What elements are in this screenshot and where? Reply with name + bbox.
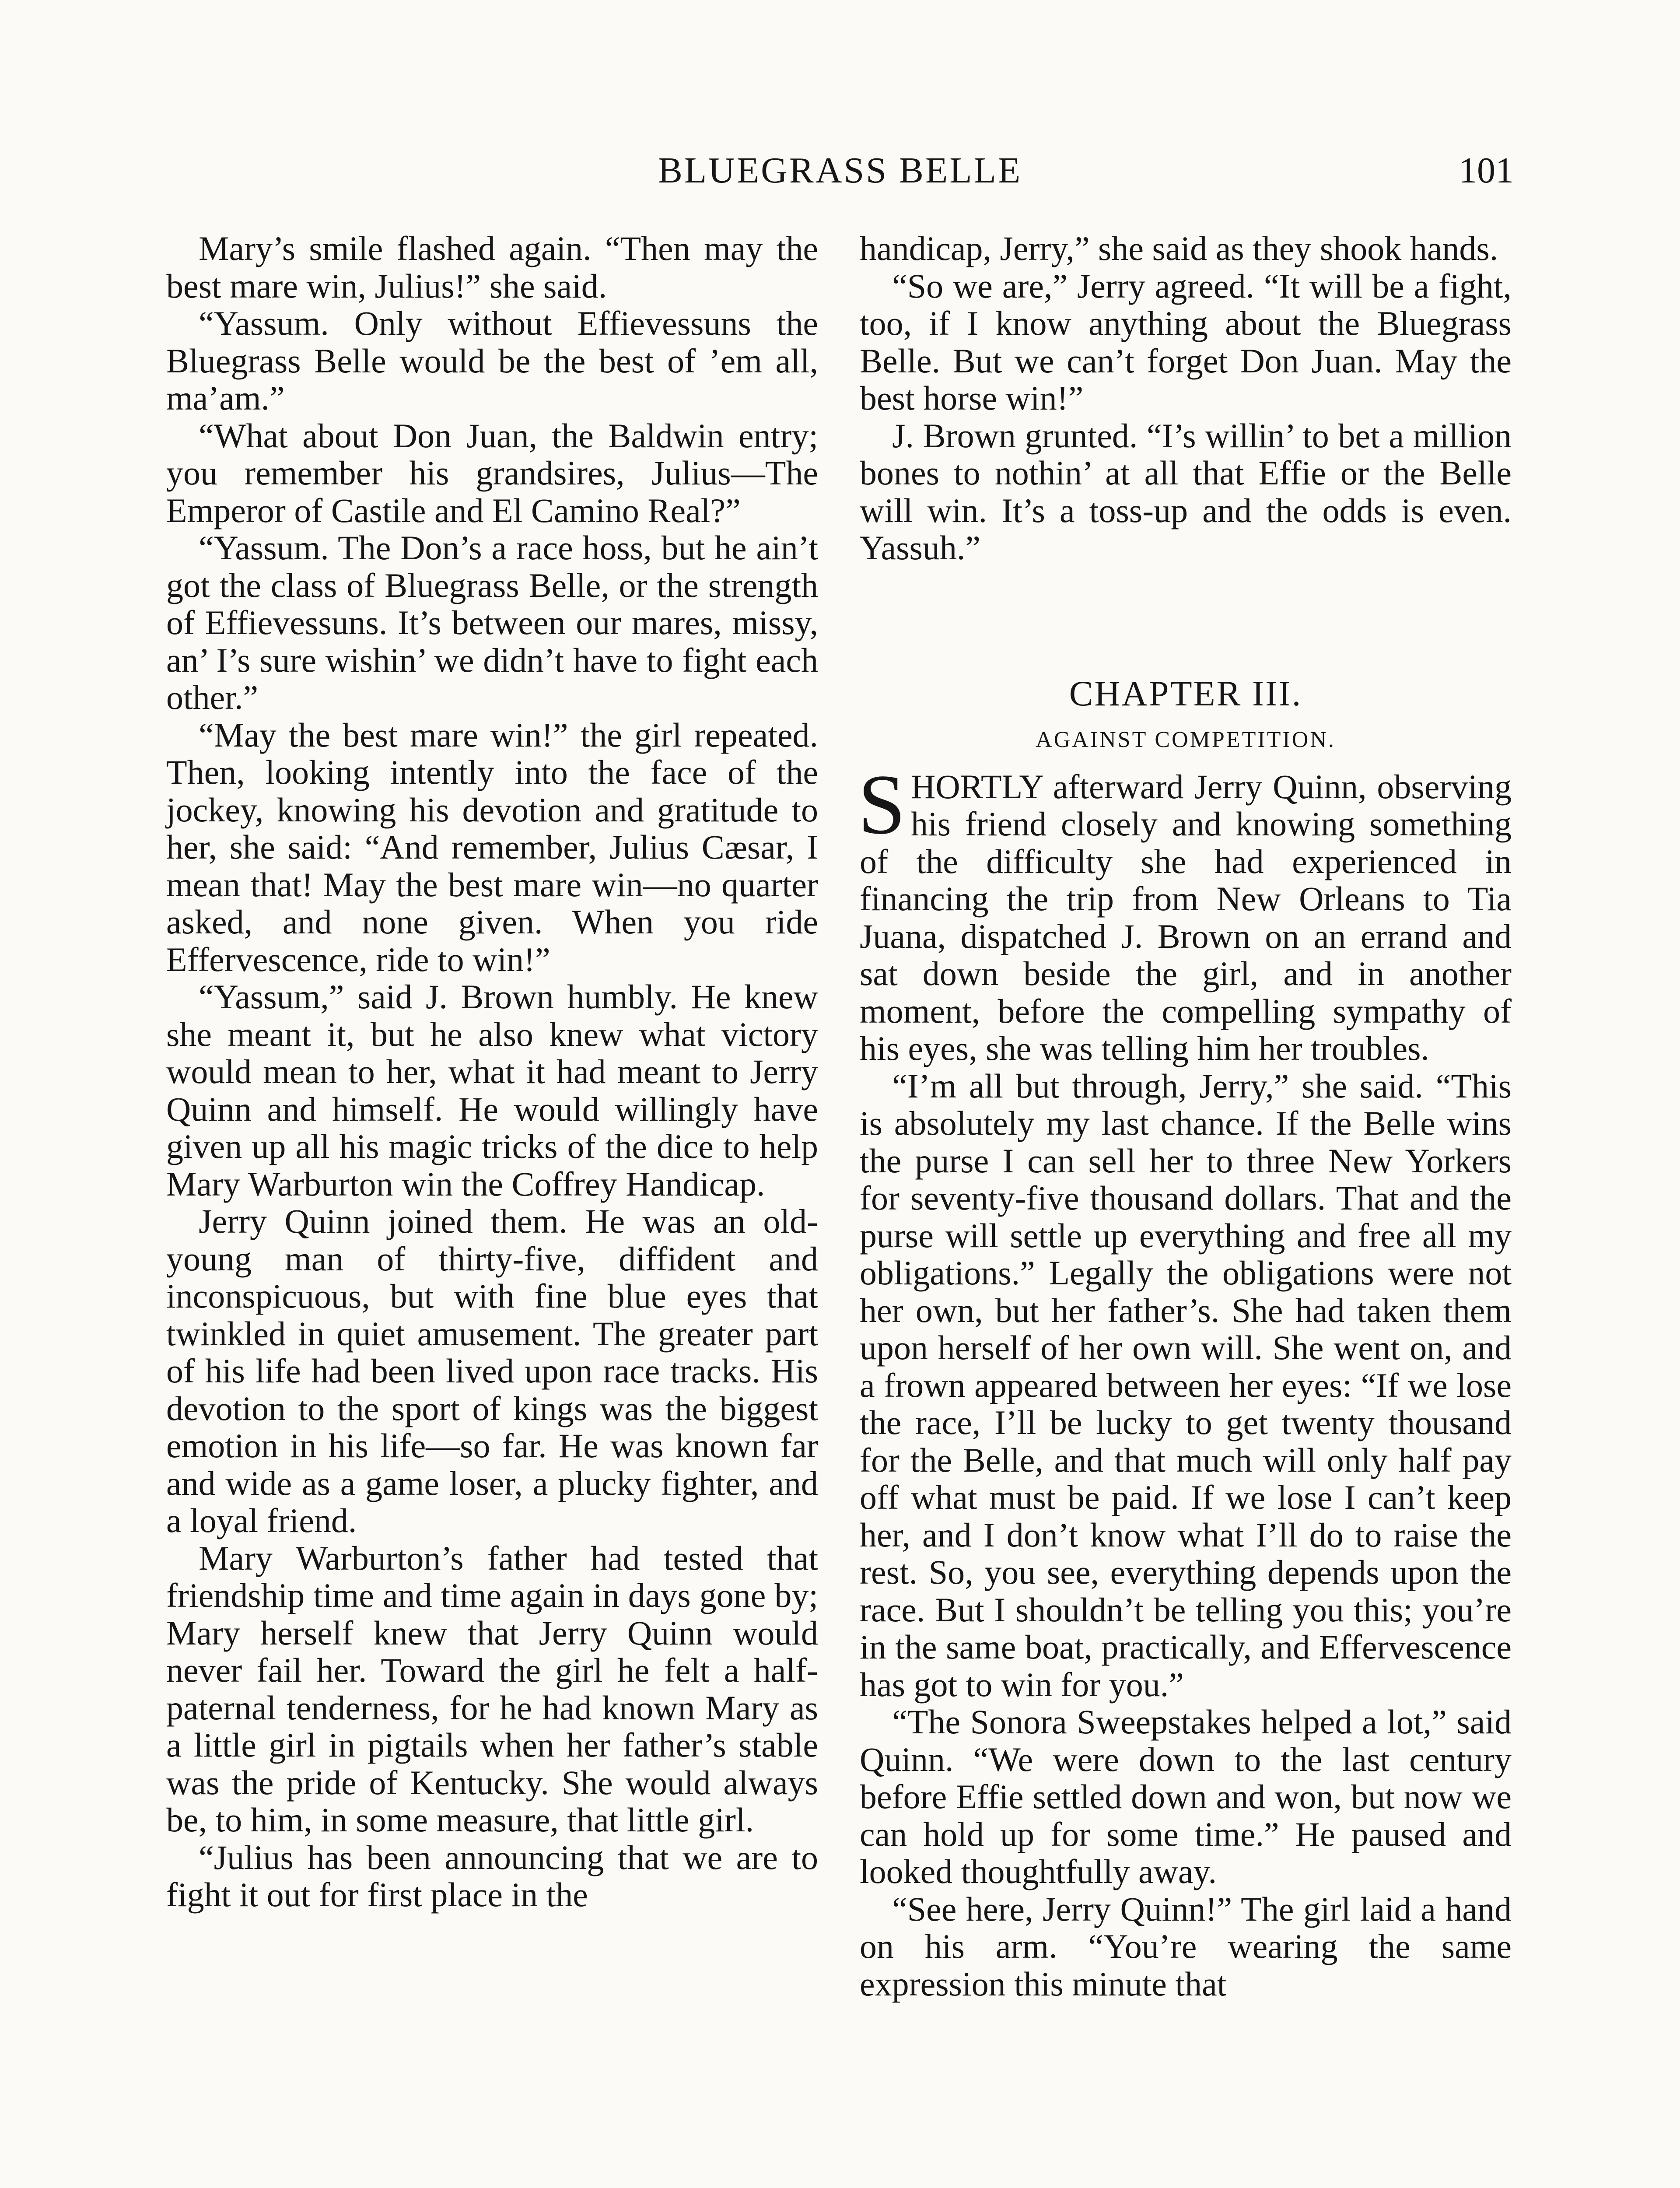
chapter-opening-paragraph	[858, 757, 1512, 1067]
chapter-heading: CHAPTER III.	[1069, 673, 1302, 713]
chapter-subheading: AGAINST COMPETITION.	[1036, 727, 1336, 752]
paragraph: “I’m all but through, Jerry,” she said. “This is absolutely my last chance. If the Belle wins the purse I can sell her to three New Yorkers for seventy-five thousand dollars. That and the purse will settle up everything and free all my obligations.” Legally the obligations were not her own, but her father’s. She had taken them upon herself of her own will. She went on, and a frown appeared between her eyes: “If we lose the race, I’ll be lucky to get twenty thousand for the Belle, and that much will only half pay off what must be paid. If we lose I can’t keep her, and I don’t know what I’ll do to raise the rest. So, you see, everything depends upon the race. But I shouldn’t be telling you this; you’re in the same boat, practically, and Effervescence has got to win for you.”	[860, 1066, 1512, 1704]
page-number: 101	[1459, 150, 1514, 191]
paragraph: “What about Don Juan, the Baldwin entry; you remember his grandsires, Julius—The Emperor of Castile and El Camino Real?”	[166, 416, 818, 529]
paragraph: Mary Warburton’s father had tested that friendship time and time again in days gone by; Mary herself knew that Jerry Quinn would never fail her. Toward the girl he felt a half-paternal tenderness, for he had known Mary as a little girl in pigtails when her father’s stable was the pride of Kentucky. She would always be, to him, in some measure, that little girl.	[166, 1539, 818, 1839]
opening-paragraph-text: HORTLY afterward Jerry Quinn, observing his friend closely and knowing something of the difficulty she had experienced in financing the trip from New Orleans to Tia Juana, dispatched J. Brown on an errand and sat down beside the girl, and in another moment, before the compelling sympathy of his eyes, she was telling him her troubles.	[860, 767, 1512, 1067]
left-column	[166, 230, 818, 1914]
paragraph: “Julius has been announcing that we are to fight it out for first place in the	[166, 1838, 818, 1914]
paragraph: “May the best mare win!” the girl repeated. Then, looking intently into the face of the jockey, knowing his devotion and gratitude to her, she said: “And remember, Julius Cæsar, I mean that! May the best mare win—no quarter asked, and none given. When you ride Effervescence, ride to win!”	[166, 715, 818, 978]
paragraph: J. Brown grunted. “I’s willin’ to bet a million bones to nothin’ at all that Effie or the Belle will win. It’s a toss-up and the odds is even. Yassuh.”	[860, 416, 1512, 567]
paragraph: “Yassum. Only without Effievessuns the Bluegrass Belle would be the best of ’em all, ma’am.”	[166, 304, 818, 417]
drop-cap: S	[858, 757, 906, 852]
paragraph: “The Sonora Sweepstakes helped a lot,” said Quinn. “We were down to the last century before Effie settled down and won, but now we can hold up for some time.” He paused and looked thoughtfully away.	[860, 1703, 1512, 1890]
running-head	[166, 144, 1514, 197]
paragraph: Jerry Quinn joined them. He was an old-young man of thirty-five, diffident and inconspicuous, but with fine blue eyes that twinkled in quiet amusement. The greater part of his life had been lived upon race tracks. His devotion to the sport of kings was the biggest emotion in his life—so far. He was known far and wide as a game loser, a plucky fighter, and a loyal friend.	[166, 1202, 818, 1539]
paragraph: “See here, Jerry Quinn!” The girl laid a hand on his arm. “You’re wearing the same expression this minute that	[860, 1890, 1512, 2003]
continued-paragraph: handicap, Jerry,” she said as they shook hands.	[860, 229, 1498, 267]
paragraph: Mary’s smile flashed again. “Then may the best mare win, Julius!” she said.	[166, 229, 818, 305]
running-title: BLUEGRASS BELLE	[658, 150, 1022, 191]
paragraph: “Yassum. The Don’s a race hoss, but he ain’t got the class of Bluegrass Belle, or the strength of Effievessuns. It’s between our mares, missy, an’ I’s sure wishin’ we didn’t have to fight each other.”	[166, 529, 818, 716]
right-column	[860, 230, 1512, 2002]
paragraph: “So we are,” Jerry agreed. “It will be a fight, too, if I know anything about the Bluegrass Belle. But we can’t forget Don Juan. May the best horse win!”	[860, 266, 1512, 417]
paragraph: “Yassum,” said J. Brown humbly. He knew she meant it, but he also knew what victory would mean to her, what it had meant to Jerry Quinn and himself. He would willingly have given up all his magic tricks of the dice to help Mary Warburton win the Coffrey Handicap.	[166, 978, 818, 1203]
